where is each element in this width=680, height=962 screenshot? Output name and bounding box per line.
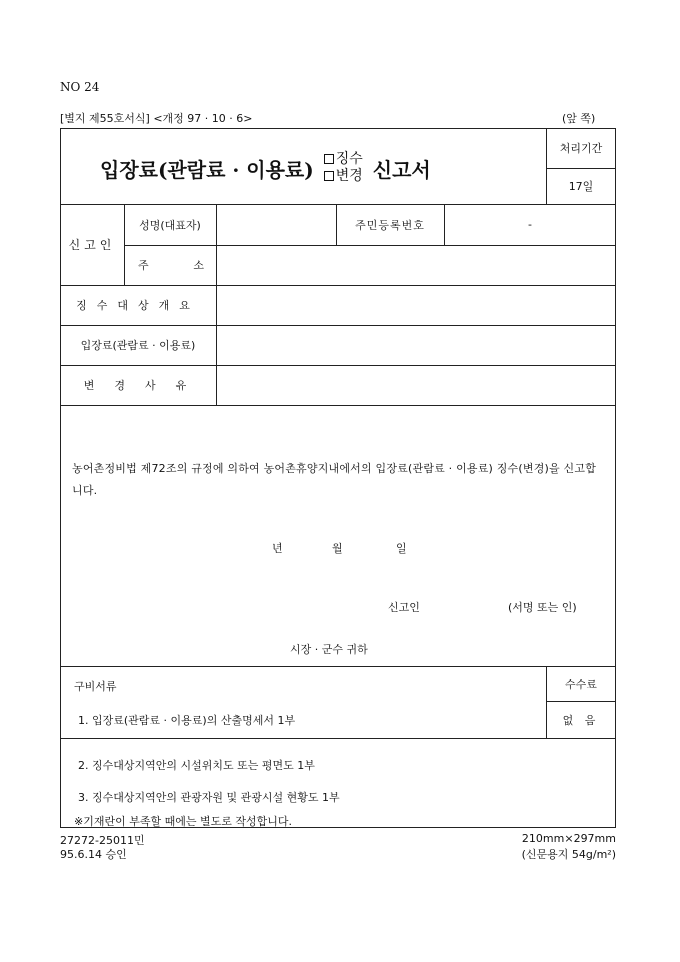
- statement-body: 농어촌정비법 제72조의 규정에 의하여 농어촌휴양지내에서의 입장료(관람료 · 이용료) 징수(변경)을 신고합니다.: [72, 462, 597, 497]
- page-side: (앞 쪽): [562, 112, 596, 125]
- reporter-group-label: 신고인: [68, 238, 116, 252]
- documents-note: ※기재란이 부족할 때에는 별도로 작성합니다.: [74, 815, 292, 828]
- fee-field[interactable]: [217, 326, 616, 365]
- form-reference: [별지 제55호서식] <개정 97 · 10 · 6>: [60, 112, 253, 125]
- year-label: 년: [272, 542, 283, 555]
- processing-value: 17일: [568, 180, 594, 193]
- option-collect[interactable]: 징수: [324, 151, 363, 168]
- day-label: 일: [396, 542, 407, 555]
- title-options: [324, 151, 363, 185]
- address-label: 주 소: [138, 259, 204, 272]
- option-change[interactable]: 변경: [324, 168, 363, 185]
- title-main: 입장료(관람료 · 이용료): [100, 157, 314, 182]
- addressee: 시장 · 군수 귀하: [290, 643, 368, 656]
- checkbox-icon[interactable]: [324, 171, 334, 181]
- name-label: 성명(대표자): [139, 218, 201, 232]
- document-item-1: 1. 입장료(관람료 · 이용료)의 산출명세서 1부: [78, 714, 296, 727]
- reason-label: 변경사유: [83, 379, 207, 392]
- form-title: [100, 130, 540, 206]
- address-field[interactable]: [217, 246, 616, 285]
- processing-label: 처리기간: [559, 142, 603, 155]
- footer-approval: 95.6.14 승인: [60, 848, 127, 861]
- name-field[interactable]: [217, 205, 336, 245]
- statement-reporter: 신고인: [388, 601, 420, 614]
- footer-size: 210mm×297mm: [521, 832, 616, 845]
- id-field[interactable]: -: [528, 218, 532, 231]
- checkbox-icon[interactable]: [324, 154, 334, 164]
- fee-amount-value: 없 음: [562, 713, 600, 727]
- overview-label: 징수대상개요: [76, 299, 200, 312]
- month-label: 월: [332, 542, 343, 555]
- documents-label: 구비서류: [74, 680, 117, 693]
- footer-paper: (신문용지 54g/m²): [521, 848, 616, 861]
- document-item-2: 2. 징수대상지역안의 시설위치도 또는 평면도 1부: [78, 759, 315, 772]
- footer-code: 27272-25011민: [60, 834, 145, 847]
- reason-field[interactable]: [217, 366, 616, 405]
- id-label: 주민등록번호: [355, 218, 425, 232]
- overview-field[interactable]: [217, 286, 616, 325]
- title-suffix: 신고서: [372, 157, 431, 182]
- fee-amount-label: 수수료: [565, 677, 597, 691]
- form-number: NO 24: [60, 80, 100, 94]
- fee-label: 입장료(관람료 · 이용료): [80, 339, 196, 352]
- sign-label: (서명 또는 인): [508, 601, 577, 614]
- document-item-3: 3. 징수대상지역안의 관광자원 및 관광시설 현황도 1부: [78, 791, 340, 804]
